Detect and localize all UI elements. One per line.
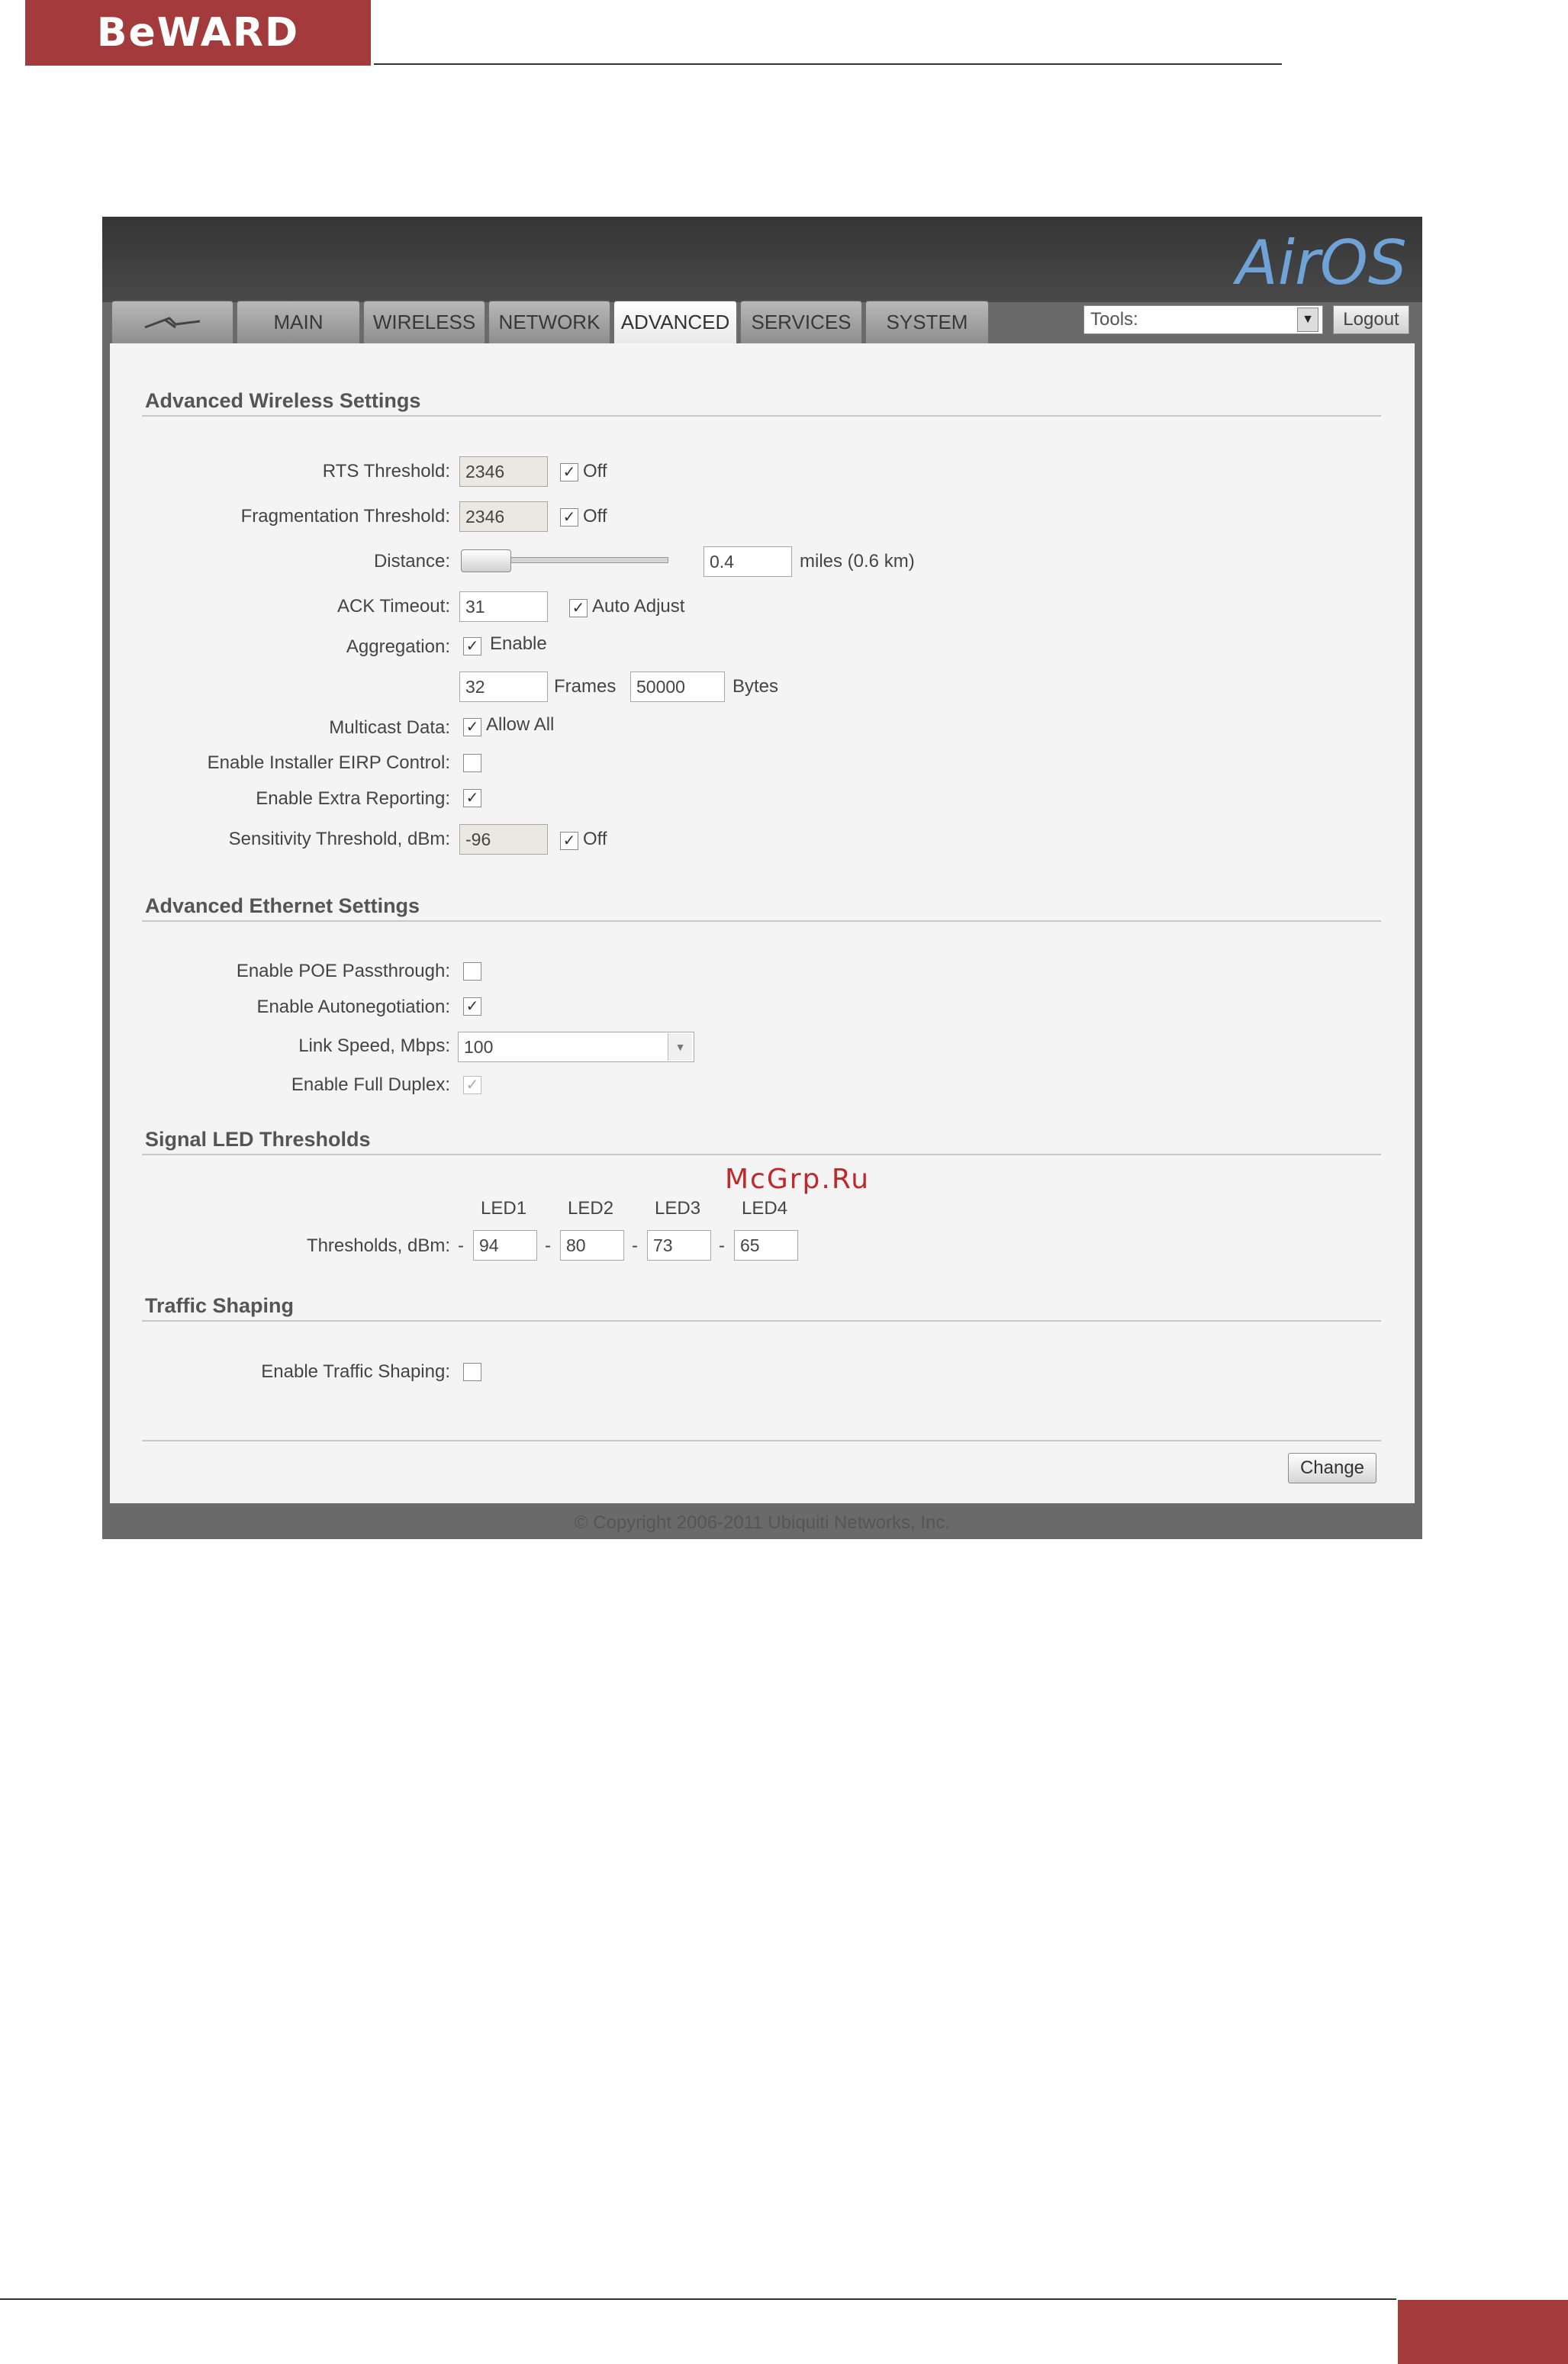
extra-reporting-label: Enable Extra Reporting: [256, 788, 450, 809]
aggregation-enable-label: Enable [490, 633, 547, 654]
sensitivity-off-checkbox[interactable]: ✓ [560, 832, 578, 850]
section-divider [142, 920, 1381, 922]
header-divider [374, 63, 1282, 65]
tab-services-label: SERVICES [751, 311, 852, 333]
rts-off-label: Off [583, 461, 607, 481]
distance-unit: miles (0.6 km) [800, 551, 915, 572]
footer-accent [1398, 2300, 1568, 2364]
distance-slider-handle[interactable] [461, 549, 511, 572]
bytes-input[interactable]: 50000 [630, 672, 725, 702]
chevron-down-icon[interactable]: ▼ [668, 1033, 692, 1061]
link-speed-label: Link Speed, Mbps: [298, 1035, 450, 1056]
ack-auto-adjust-label: Auto Adjust [592, 596, 685, 617]
fragmentation-off-label: Off [583, 506, 607, 527]
frames-label: Frames [554, 676, 617, 697]
tab-network-label: NETWORK [498, 311, 600, 333]
multicast-data-label: Multicast Data: [329, 717, 450, 738]
ack-timeout-label: ACK Timeout: [336, 596, 450, 617]
led1-threshold-input[interactable]: 94 [473, 1230, 537, 1261]
autonegotiation-label: Enable Autonegotiation: [256, 997, 450, 1017]
poe-passthrough-checkbox[interactable] [463, 962, 481, 981]
ack-timeout-input[interactable]: 31 [459, 591, 548, 622]
threshold-separator: - [632, 1235, 638, 1256]
eirp-control-checkbox[interactable] [463, 754, 481, 772]
chevron-down-icon[interactable]: ▼ [1297, 308, 1318, 332]
eirp-control-label: Enable Installer EIRP Control: [207, 752, 450, 773]
rts-threshold-label: RTS Threshold: [322, 461, 450, 481]
led4-threshold-input[interactable]: 65 [734, 1230, 798, 1261]
sensitivity-off-label: Off [583, 829, 607, 849]
tab-wireless-label: WIRELESS [372, 311, 476, 333]
tab-system-label: SYSTEM [886, 311, 968, 333]
section-title-led: Signal LED Thresholds [145, 1128, 371, 1151]
multicast-allow-checkbox[interactable]: ✓ [463, 718, 481, 736]
threshold-separator: - [719, 1235, 725, 1256]
footer-divider [0, 2298, 1396, 2300]
led2-header: LED2 [568, 1198, 614, 1219]
sensitivity-threshold-label: Sensitivity Threshold, dBm: [228, 829, 450, 849]
section-title-wireless: Advanced Wireless Settings [145, 389, 421, 412]
tab-main[interactable] [237, 301, 360, 343]
rts-threshold-input[interactable]: 2346 [459, 456, 548, 487]
tab-main-label: MAIN [273, 311, 324, 333]
airos-logo-text: AirOS [1236, 227, 1407, 298]
beward-logo: BeWARD [96, 10, 300, 56]
threshold-separator: - [458, 1235, 464, 1256]
extra-reporting-checkbox[interactable]: ✓ [463, 789, 481, 807]
ubiquiti-logo-icon [142, 314, 203, 332]
traffic-shaping-label: Enable Traffic Shaping: [261, 1361, 450, 1382]
distance-label: Distance: [373, 551, 450, 572]
site-watermark: McGrp.Ru [724, 1164, 871, 1195]
traffic-shaping-checkbox[interactable] [463, 1363, 481, 1381]
tab-network[interactable] [488, 301, 610, 343]
tab-wireless[interactable] [363, 301, 485, 343]
ack-auto-adjust-checkbox[interactable]: ✓ [569, 599, 588, 617]
link-speed-select[interactable]: 100 [458, 1032, 694, 1062]
section-divider [142, 1320, 1381, 1322]
tools-dropdown[interactable]: Tools: [1083, 305, 1323, 334]
change-button[interactable]: Change [1288, 1453, 1376, 1483]
logout-button[interactable]: Logout [1333, 305, 1409, 334]
fragmentation-off-checkbox[interactable]: ✓ [560, 508, 578, 527]
section-divider [142, 415, 1381, 417]
tab-advanced-label: ADVANCED [620, 311, 730, 333]
led1-header: LED1 [481, 1198, 527, 1219]
distance-input[interactable]: 0.4 [704, 546, 792, 577]
led2-threshold-input[interactable]: 80 [560, 1230, 624, 1261]
section-title-traffic: Traffic Shaping [145, 1294, 295, 1317]
rts-off-checkbox[interactable]: ✓ [560, 463, 578, 481]
led4-header: LED4 [742, 1198, 788, 1219]
thresholds-label: Thresholds, dBm: [306, 1235, 450, 1256]
airos-logo [1228, 221, 1419, 298]
poe-passthrough-label: Enable POE Passthrough: [236, 961, 450, 981]
autonegotiation-checkbox[interactable]: ✓ [463, 997, 481, 1016]
full-duplex-label: Enable Full Duplex: [291, 1074, 450, 1095]
fragmentation-threshold-label: Fragmentation Threshold: [240, 506, 450, 527]
full-duplex-checkbox[interactable]: ✓ [463, 1076, 481, 1094]
frames-input[interactable]: 32 [459, 672, 548, 702]
tab-advanced[interactable] [613, 301, 737, 343]
tab-system[interactable] [865, 301, 989, 343]
fragmentation-threshold-input[interactable]: 2346 [459, 501, 548, 532]
sensitivity-threshold-input[interactable]: -96 [459, 824, 548, 855]
form-footer-divider [142, 1440, 1381, 1441]
tab-services[interactable] [740, 301, 862, 343]
copyright-text: © Copyright 2006-2011 Ubiquiti Networks, Inc. [574, 1512, 951, 1533]
aggregation-checkbox[interactable]: ✓ [463, 637, 481, 655]
bytes-label: Bytes [732, 676, 779, 697]
top-banner [102, 217, 1422, 302]
led3-threshold-input[interactable]: 73 [647, 1230, 711, 1261]
tab-home[interactable] [111, 301, 233, 343]
multicast-allow-label: Allow All [486, 714, 555, 735]
section-title-ethernet: Advanced Ethernet Settings [145, 894, 420, 917]
led3-header: LED3 [655, 1198, 701, 1219]
section-divider [142, 1154, 1381, 1155]
threshold-separator: - [545, 1235, 551, 1256]
aggregation-label: Aggregation: [346, 636, 450, 657]
